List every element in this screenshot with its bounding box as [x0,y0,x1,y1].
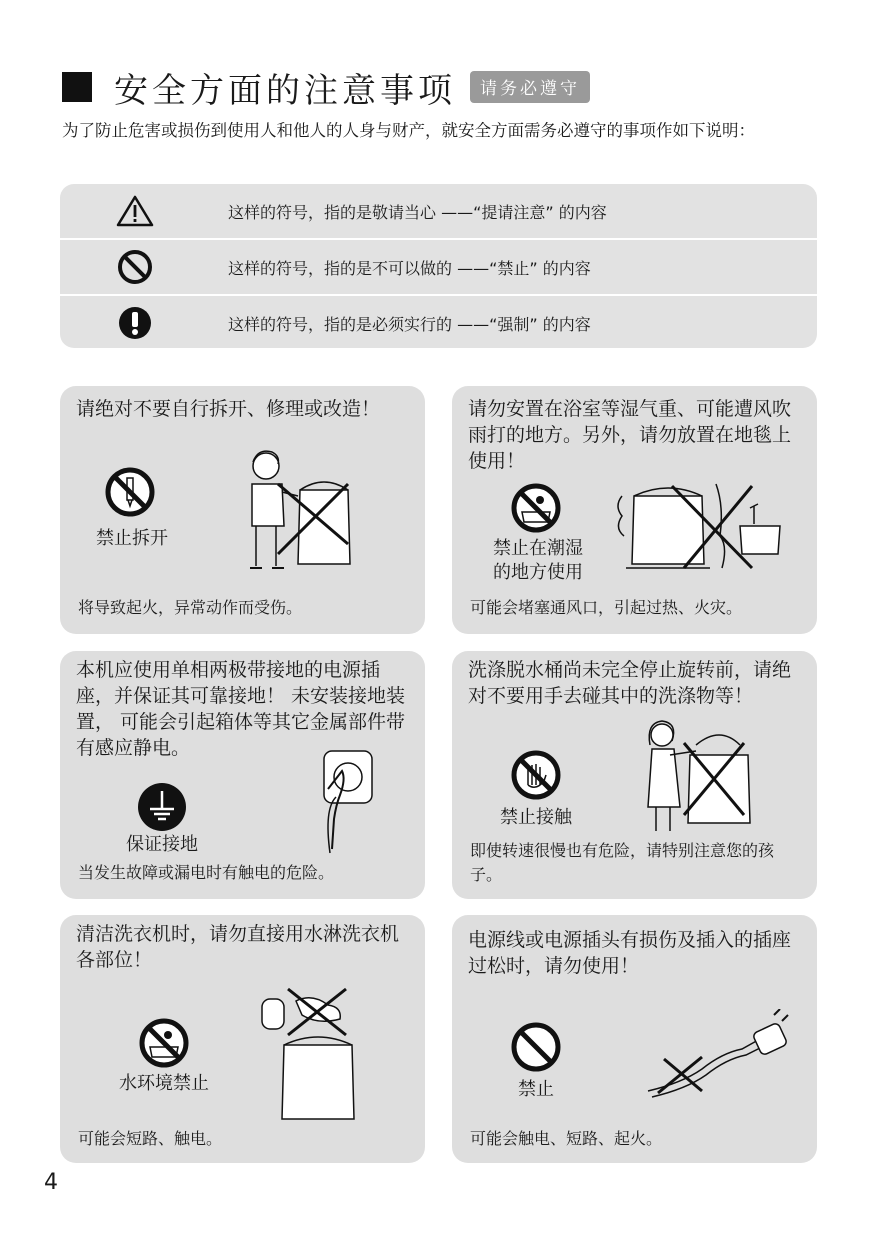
card-warning-result: 可能会短路、触电。 [78,1129,223,1148]
legend-text-caution: 这样的符号，指的是敬请当心 ——“提请注意” 的内容 [228,202,607,222]
mandatory-exclamation-icon [117,305,153,341]
card-warning-result: 即使转速很慢也有危险，请特别注意您的孩子。 [470,841,775,884]
intro-text: 为了防止危害或损伤到使用人和他人的人身与财产，就安全方面需务必遵守的事项作如下说明： [62,121,755,140]
humid-bathroom-illustration [612,476,792,576]
legend-text-mandatory: 这样的符号，指的是必须实行的 ——“强制” 的内容 [228,314,591,334]
sign-label-line1: 禁止在潮湿 [493,538,583,559]
grounding-mandatory-icon [136,781,188,833]
legend-text-prohibited: 这样的符号，指的是不可以做的 ——“禁止” 的内容 [228,258,591,278]
heading-square-bullet [62,72,92,102]
section-heading [62,62,590,112]
sign-label: 保证接地 [126,834,198,855]
sign-label: 禁止接触 [500,807,572,828]
card-heading: 请勿安置在浴室等湿气重、可能遭风吹雨打的地方。另外，请勿放置在地毯上使用！ [468,398,792,472]
card-warning-result: 可能会堵塞通风口，引起过热、火灾。 [470,598,743,617]
prohibition-icon [117,249,153,285]
card-grounding-required [60,651,425,899]
card-warning-result: 将导致起火，异常动作而受伤。 [78,598,303,617]
card-no-touch-spinning [452,651,817,899]
sign-label-line2: 的地方使用 [493,562,583,583]
no-humid-environment-icon [510,482,562,534]
card-heading: 清洁洗衣机时，请勿直接用水淋洗衣机各部位！ [76,923,400,971]
page-title: 安全方面的注意事项 [114,70,456,111]
prohibition-icon [510,1021,562,1073]
person-repairing-machine-illustration [238,444,368,574]
card-no-water-rinse [60,915,425,1163]
no-disassembly-icon [104,466,156,518]
sign-label: 禁止拆开 [96,528,168,549]
hose-spraying-washer-illustration [256,985,386,1125]
legend-row-mandatory [60,296,817,348]
grounded-plug-socket-illustration [316,749,376,859]
page-number: 4 [44,1170,58,1195]
must-follow-badge: 请务必遵守 [470,71,590,103]
card-warning-result: 当发生故障或漏电时有触电的危险。 [78,863,335,882]
card-heading: 本机应使用单相两极带接地的电源插座，并保证其可靠接地！ 未安装接地装置， 可能会引起箱体等其它金属部件带有感应静电。 [76,659,406,759]
sign-label: 禁止 [518,1079,554,1100]
legend-row-caution [60,184,817,240]
card-heading: 洗涤脱水桶尚未完全停止旋转前，请绝对不要用手去碰其中的洗涤物等！ [468,659,792,707]
card-warning-result: 可能会触电、短路、起火。 [470,1129,663,1148]
card-no-humid-location [452,386,817,634]
sign-label: 水环境禁止 [119,1073,209,1094]
card-no-damaged-cord [452,915,817,1163]
card-heading: 请绝对不要自行拆开、修理或改造！ [76,398,381,420]
symbol-legend [60,184,817,348]
warning-triangle-icon [115,194,155,228]
no-touch-hand-icon [510,749,562,801]
legend-row-prohibited [60,240,817,296]
card-heading: 电源线或电源插头有损伤及插入的插座过松时，请勿使用！ [468,929,792,977]
woman-reaching-into-washer-illustration [640,715,760,835]
damaged-power-cord-illustration [642,1009,792,1099]
no-water-environment-icon [138,1017,190,1069]
card-no-disassemble [60,386,425,634]
